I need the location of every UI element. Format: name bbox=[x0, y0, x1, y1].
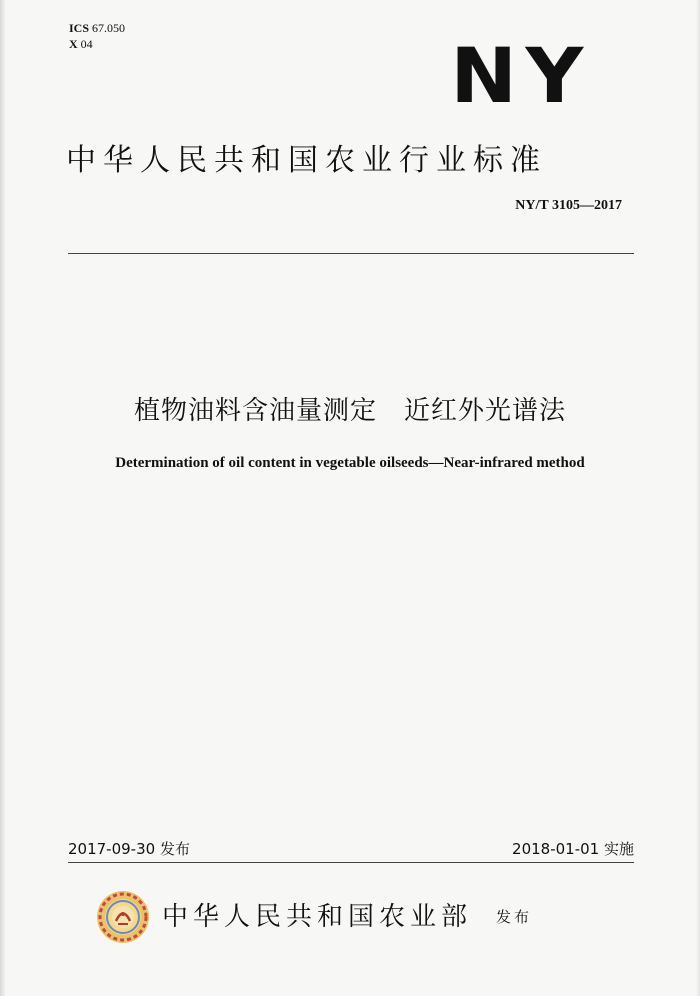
top-divider bbox=[68, 253, 634, 254]
standard-number: NY/T 3105—2017 bbox=[515, 198, 622, 213]
ccs-code: 04 bbox=[80, 37, 93, 51]
scan-edge-left bbox=[0, 0, 6, 996]
ccs-label: X bbox=[69, 37, 78, 51]
ics-line bbox=[69, 20, 125, 36]
document-title-chinese: 植物油料含油量测定 近红外光谱法 bbox=[133, 396, 566, 426]
implement-date: 2018-01-01 实施 bbox=[512, 840, 634, 858]
ics-code: 67.050 bbox=[92, 21, 126, 35]
ministry-name: 中华人民共和国农业部 bbox=[162, 902, 473, 932]
agriculture-ministry-emblem-icon bbox=[96, 890, 150, 944]
bottom-divider bbox=[68, 862, 634, 863]
ccs-line bbox=[69, 36, 125, 52]
document-title-english: Determination of oil content in vegetable oilseeds—Near-infrared method bbox=[115, 455, 585, 471]
date-row bbox=[68, 838, 634, 860]
scan-edge-right bbox=[696, 0, 700, 996]
ministry-publish-label: 发布 bbox=[496, 908, 533, 926]
ny-standard-mark: NY bbox=[450, 31, 592, 120]
issuer-title: 中华人民共和国农业行业标准 bbox=[66, 143, 547, 178]
ics-label: ICS bbox=[69, 21, 90, 35]
publish-date: 2017-09-30 发布 bbox=[68, 840, 190, 858]
classification-codes bbox=[69, 20, 125, 52]
